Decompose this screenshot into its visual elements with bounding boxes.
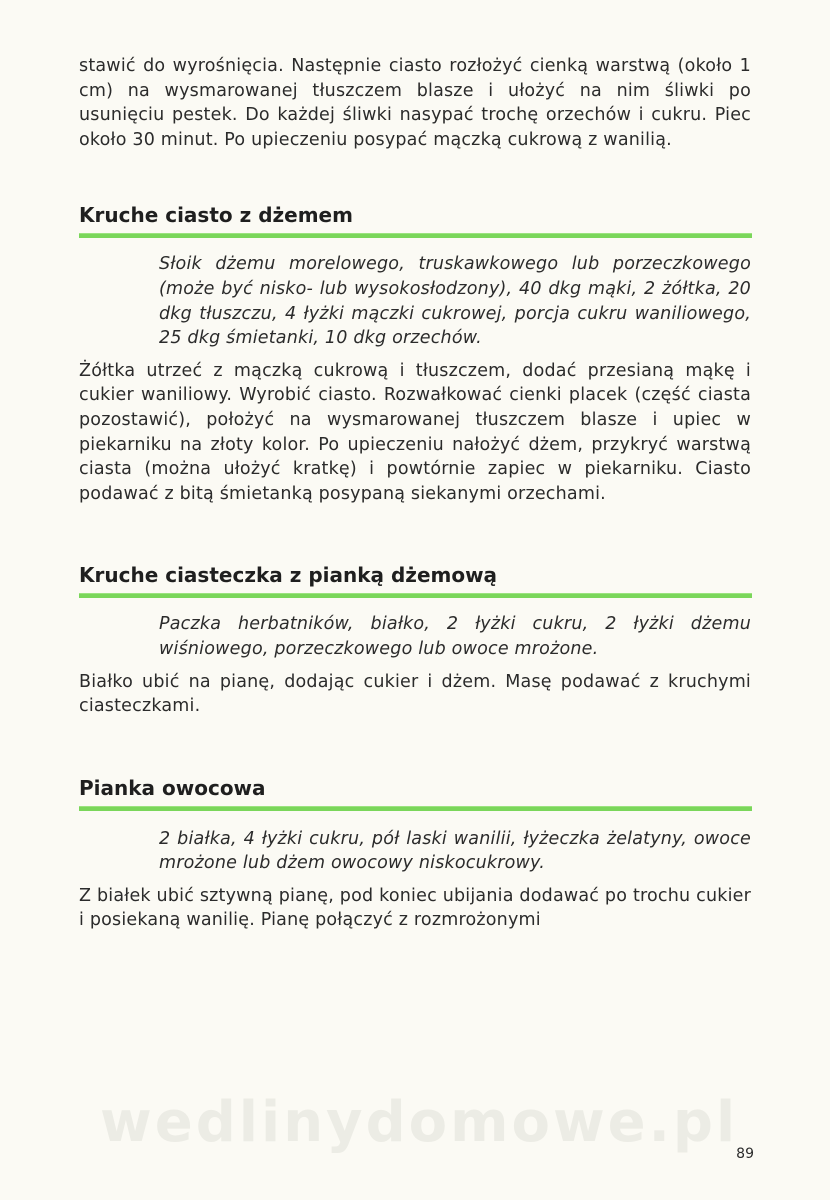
recipe-title: Kruche ciasteczka z pianką dżemową	[79, 563, 498, 588]
recipe-title: Pianka owocowa	[79, 775, 266, 800]
section-divider	[79, 233, 752, 238]
section-divider	[79, 806, 752, 811]
recipe-section	[79, 562, 751, 718]
recipe-title: Kruche ciasto z dżemem	[79, 203, 353, 228]
recipe-instructions: Z białek ubić sztywną pianę, pod koniec ubijania dodawać po trochu cukier i posiekaną wanilię. Pianę połączyć z rozmrożonymi	[79, 885, 751, 931]
watermark: wedlinydomowe.pl	[100, 1090, 739, 1155]
recipe-section	[79, 775, 751, 933]
recipe-ingredients: 2 białka, 4 łyżki cukru, pół laski wanilii, łyżeczka żelatyny, owoce mrożone lub dżem owocowy niskocukrowy.	[159, 828, 751, 874]
recipe-instructions: Żółtka utrzeć z mączką cukrową i tłuszczem, dodać przesianą mąkę i cukier waniliowy. Wyrobić ciasto. Rozwałkować cienki placek (część ciasta pozostawić), położyć na wysmarowanej tłuszczem blasze i upiec w piekarniku na złoty kolor. Po upieczeniu nałożyć dżem, przykryć warstwą ciasta (można ułożyć kratkę) i powtórnie zapiec w piekarniku. Ciasto podawać z bitą śmietanką posypaną siekanymi orzechami.	[79, 360, 751, 504]
page-content	[79, 54, 751, 933]
recipe-ingredients: Słoik dżemu morelowego, truskawkowego lub porzeczkowego (może być nisko- lub wysokosłodzony), 40 dkg mąki, 2 żółtka, 20 dkg tłuszczu, 4 łyżki mączki cukrowej, porcja cukru waniliowego, 25 dkg śmietanki, 10 dkg orzechów.	[159, 254, 751, 349]
section-divider	[79, 593, 752, 598]
recipe-ingredients: Paczka herbatników, białko, 2 łyżki cukru, 2 łyżki dżemu wiśniowego, porzeczkowego lub owoce mrożone.	[159, 614, 751, 659]
recipe-section	[79, 202, 751, 506]
intro-paragraph: stawić do wyrośnięcia. Następnie ciasto rozłożyć cienką warstwą (około 1 cm) na wysmarowanej tłuszczem blasze i ułożyć na nim śliwki po usunięciu pestek. Do każdej śliwki nasypać trochę orzechów i cukru. Piec około 30 minut. Po upieczeniu posypać mączką cukrową z wanilią.	[79, 56, 751, 150]
page-number: 89	[736, 1146, 754, 1162]
recipe-instructions: Białko ubić na pianę, dodając cukier i dżem. Masę podawać z kruchymi ciasteczkami.	[79, 671, 751, 717]
